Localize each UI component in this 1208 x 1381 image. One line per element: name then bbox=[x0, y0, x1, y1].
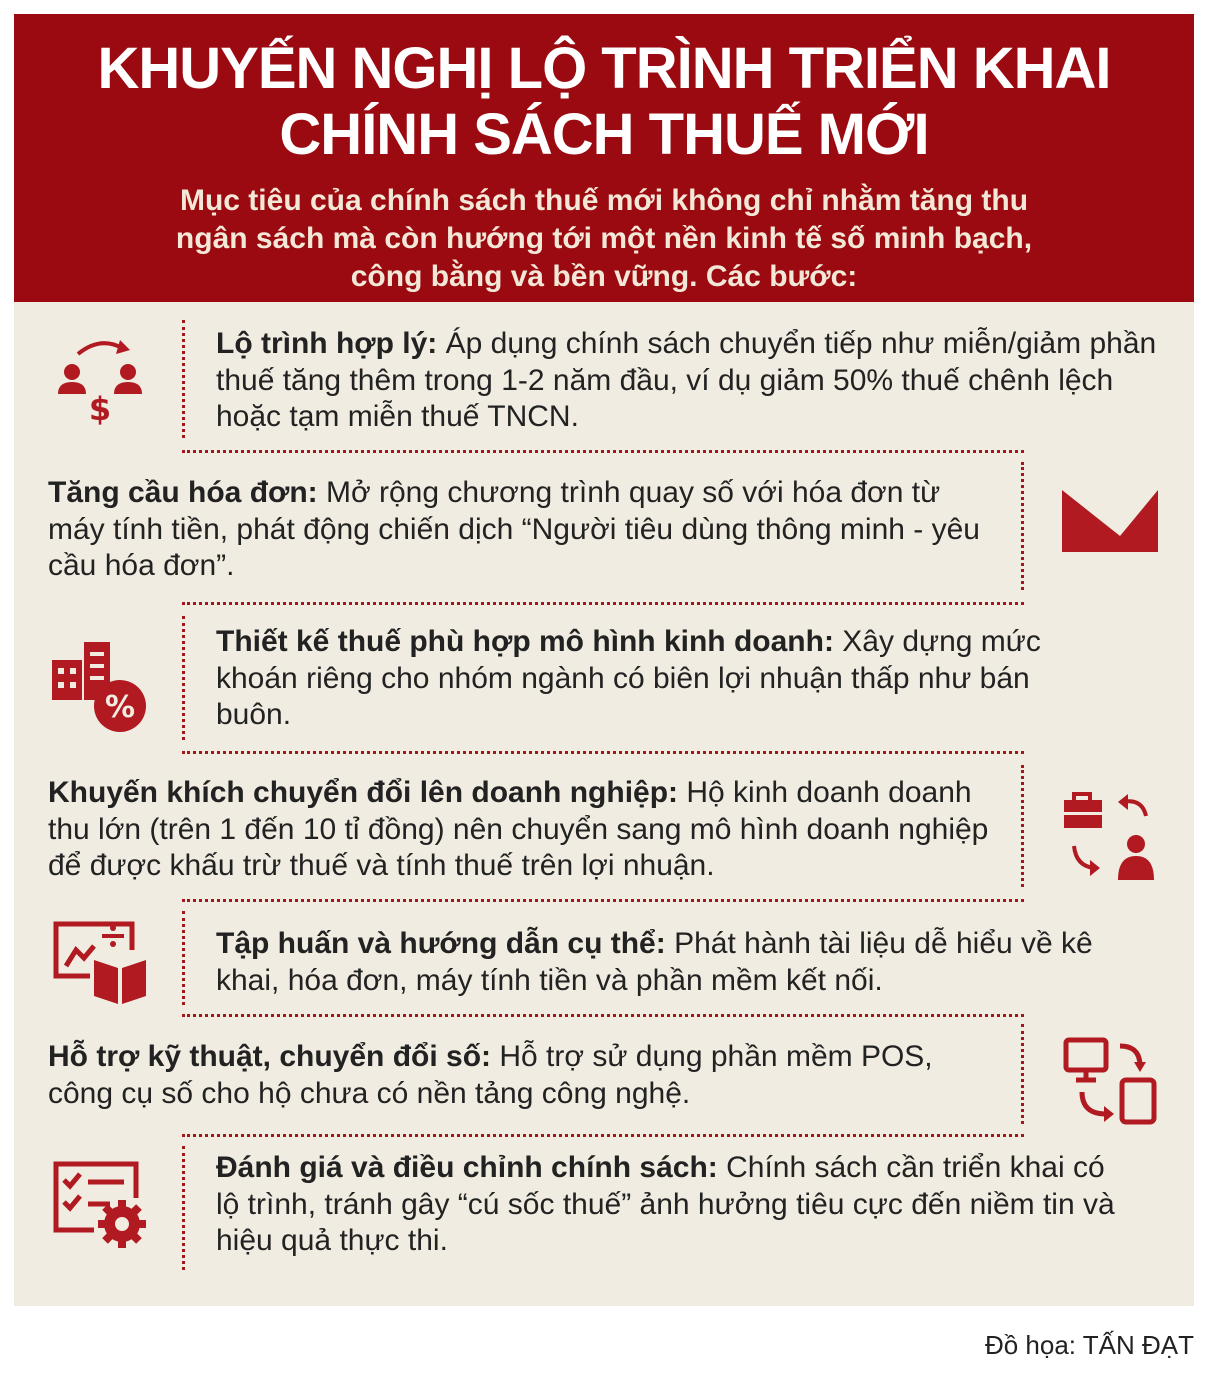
svg-text:%: % bbox=[104, 690, 136, 725]
subtitle-line-3: công bằng và bền vững. Các bước: bbox=[350, 260, 858, 293]
title-line-1: KHUYẾN NGHỊ LỘ TRÌNH TRIỂN KHAI bbox=[97, 36, 1111, 101]
svg-text:$: $ bbox=[88, 390, 112, 428]
divider bbox=[182, 1134, 1024, 1137]
training-board-book-icon bbox=[50, 920, 150, 1006]
step-2 bbox=[48, 475, 983, 585]
divider bbox=[182, 450, 1024, 453]
divider bbox=[182, 616, 185, 740]
people-money-exchange-icon bbox=[50, 332, 150, 432]
title-line-2: CHÍNH SÁCH THUẾ MỚI bbox=[279, 102, 929, 167]
step-title: Tập huấn và hướng dẫn cụ thể: bbox=[216, 927, 666, 960]
divider bbox=[182, 751, 1024, 754]
step-text: Xây dựng mức khoán riêng cho nhóm ngành có biên lợi nhuận thấp như bán buôn. bbox=[216, 625, 1041, 731]
step-text: Phát hành tài liệu dễ hiểu về kê khai, hóa đơn, máy tính tiền và phần mềm kết nối. bbox=[216, 927, 1093, 997]
subtitle-line-1: Mục tiêu của chính sách thuế mới không chỉ nhằm tăng thu bbox=[179, 184, 1029, 217]
step-3 bbox=[216, 624, 1096, 734]
divider bbox=[182, 602, 1024, 605]
checklist-gear-icon bbox=[50, 1160, 150, 1250]
divider bbox=[182, 899, 1024, 902]
subtitle-line-2: ngân sách mà còn hướng tới một nền kinh tế số minh bạch, bbox=[175, 222, 1033, 255]
step-text: Hộ kinh doanh doanh thu lớn (trên 1 đến 10 tỉ đồng) nên chuyển sang mô hình doanh nghiệp để được khấu trừ thuế và tính thuế trên lợi nhuận. bbox=[48, 776, 989, 882]
envelope-icon bbox=[1060, 488, 1160, 554]
step-7 bbox=[216, 1150, 1126, 1260]
step-title: Đánh giá và điều chỉnh chính sách: bbox=[216, 1151, 718, 1184]
step-text: Áp dụng chính sách chuyển tiếp như miễn/giảm phần thuế tăng thêm trong 1-2 năm đầu, ví dụ giảm 50% thuế chênh lệch hoặc tạm miễn thuế TNCN. bbox=[216, 327, 1157, 433]
step-title: Hỗ trợ kỹ thuật, chuyển đổi số: bbox=[48, 1040, 492, 1073]
step-title: Lộ trình hợp lý: bbox=[216, 327, 438, 360]
step-title: Khuyến khích chuyển đổi lên doanh nghiệp: bbox=[48, 776, 679, 809]
step-text: Chính sách cần triển khai có lộ trình, tránh gây “cú sốc thuế” ảnh hưởng tiêu cực đến niềm tin và hiệu quả thực thi. bbox=[216, 1151, 1115, 1257]
divider bbox=[1021, 462, 1024, 590]
step-text: Mở rộng chương trình quay số với hóa đơn từ máy tính tiền, phát động chiến dịch “Người tiêu dùng thông minh - yêu cầu hóa đơn”. bbox=[48, 476, 980, 582]
step-text: Hỗ trợ sử dụng phần mềm POS, công cụ số cho hộ chưa có nền tảng công nghệ. bbox=[48, 1040, 933, 1110]
header-banner bbox=[14, 14, 1194, 302]
step-4 bbox=[48, 775, 1008, 885]
step-5 bbox=[216, 926, 1116, 999]
briefcase-person-exchange-icon bbox=[1060, 790, 1160, 882]
divider bbox=[182, 320, 185, 438]
divider bbox=[182, 911, 185, 1005]
divider bbox=[182, 1014, 1024, 1017]
divider bbox=[1021, 1024, 1024, 1124]
step-6 bbox=[48, 1039, 958, 1112]
step-1 bbox=[216, 326, 1166, 436]
divider bbox=[182, 1146, 185, 1270]
graphic-credit: Đồ họa: TẤN ĐẠT bbox=[984, 1330, 1194, 1360]
page-title bbox=[14, 36, 1194, 168]
computer-phone-sync-icon bbox=[1062, 1036, 1162, 1126]
step-title: Thiết kế thuế phù hợp mô hình kinh doanh: bbox=[216, 625, 834, 658]
subtitle bbox=[74, 182, 1134, 296]
building-percent-icon bbox=[50, 638, 150, 734]
divider bbox=[1021, 765, 1024, 887]
step-title: Tăng cầu hóa đơn: bbox=[48, 476, 318, 509]
